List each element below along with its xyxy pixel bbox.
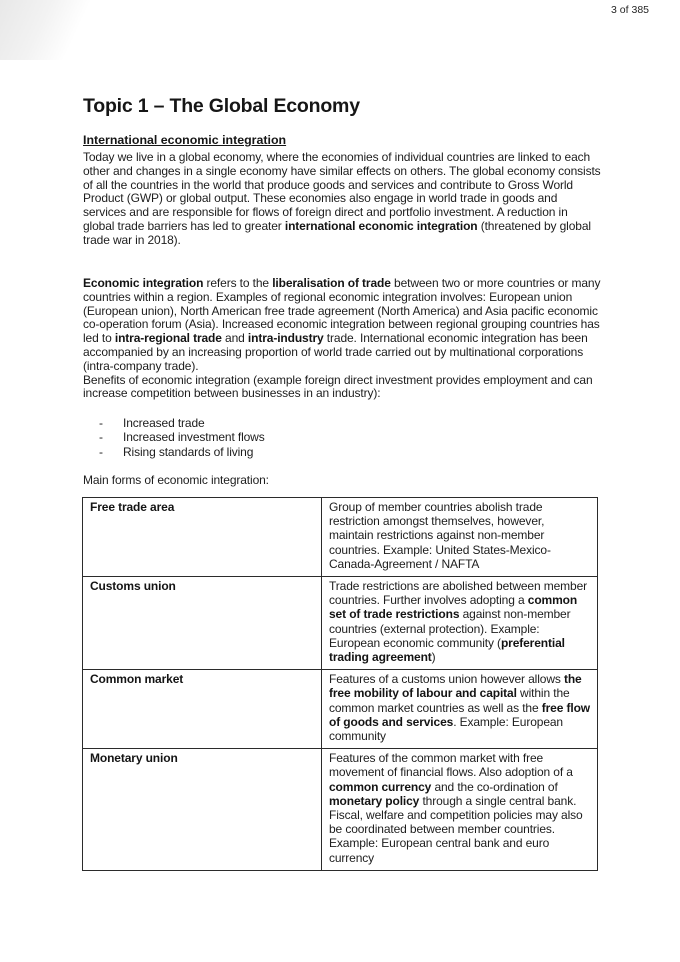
definition-cell: Features of a customs union however allows the free mobility of labour and capital within the common market countries as well as the free flow of goods and services. Example: European community: [322, 670, 598, 749]
table-intro: Main forms of economic integration:: [83, 473, 269, 487]
page-corner-shadow: [0, 0, 120, 60]
list-item: [83, 430, 602, 444]
dash-marker: -: [99, 430, 103, 445]
table-row-free-trade-area: [83, 498, 598, 577]
list-item: [83, 445, 602, 459]
paragraph-global-economy: Today we live in a global economy, where the economies of individual countries are linked to each other and changes in a single economy have similar effects on others. The global economy consists of all the countries in the world that produce goods and services and contribute to Gross World Product (GWP) or global output. These economies also engage in world trade in goods and services and are responsible for flows of foreign direct and portfolio investment. A reduction in global trade barriers has led to greater international economic integration (threatened by global trade war in 2018).: [83, 150, 601, 247]
table-row-monetary-union: [83, 749, 598, 871]
section-heading: International economic integration: [83, 133, 287, 148]
integration-table: [82, 497, 598, 871]
page-title: Topic 1 – The Global Economy: [83, 95, 360, 118]
term-cell: Common market: [83, 670, 322, 749]
list-item: [83, 416, 602, 430]
term-cell: Free trade area: [83, 498, 322, 577]
term-cell: Customs union: [83, 577, 322, 670]
dash-marker: -: [99, 416, 103, 430]
definition-cell: Features of the common market with free movement of financial flows. Also adoption of a common currency and the co-ordination of monetary policy through a single central bank. Fiscal, welfare and competition policies may also be coordinated between member countries. Example: European central bank and euro currency: [322, 749, 598, 871]
definition-cell: Group of member countries abolish trade restriction amongst themselves, however, maintain restrictions against non-member countries. Example: United States-Mexico-Canada-Agreement / NAFTA: [322, 498, 598, 577]
table-row-customs-union: [83, 577, 598, 670]
list-item-label: Rising standards of living: [123, 444, 254, 459]
list-item-label: Increased investment flows: [123, 430, 265, 445]
page-number: 3 of 385: [611, 4, 649, 16]
definition-cell: Trade restrictions are abolished between member countries. Further involves adopting a common set of trade restrictions against non-member countries (external protection). Example: European economic community (preferential trading agreement): [322, 577, 598, 670]
paragraph-benefits: Benefits of economic integration (example foreign direct investment provides employment and can increase competition between businesses in an industry):: [83, 372, 593, 401]
paragraph-economic-integration: Economic integration refers to the liberalisation of trade between two or more countries or many countries within a region. Examples of regional economic integration involves: European union (European union), North American free trade agreement (North America) and Asia pacific economic co-operation forum (Asia). Increased economic integration between regional grouping countries has led to intra-regional trade and intra-industry trade. International economic integration has been accompanied by an increasing proportion of world trade carried out by multinational corporations (intra-company trade).: [83, 276, 601, 373]
term-cell: Monetary union: [83, 749, 322, 871]
table-row-common-market: [83, 670, 598, 749]
paragraph-block: [83, 277, 602, 401]
dash-marker: -: [99, 444, 103, 459]
benefits-list: [83, 416, 602, 459]
list-item-label: Increased trade: [123, 416, 205, 430]
